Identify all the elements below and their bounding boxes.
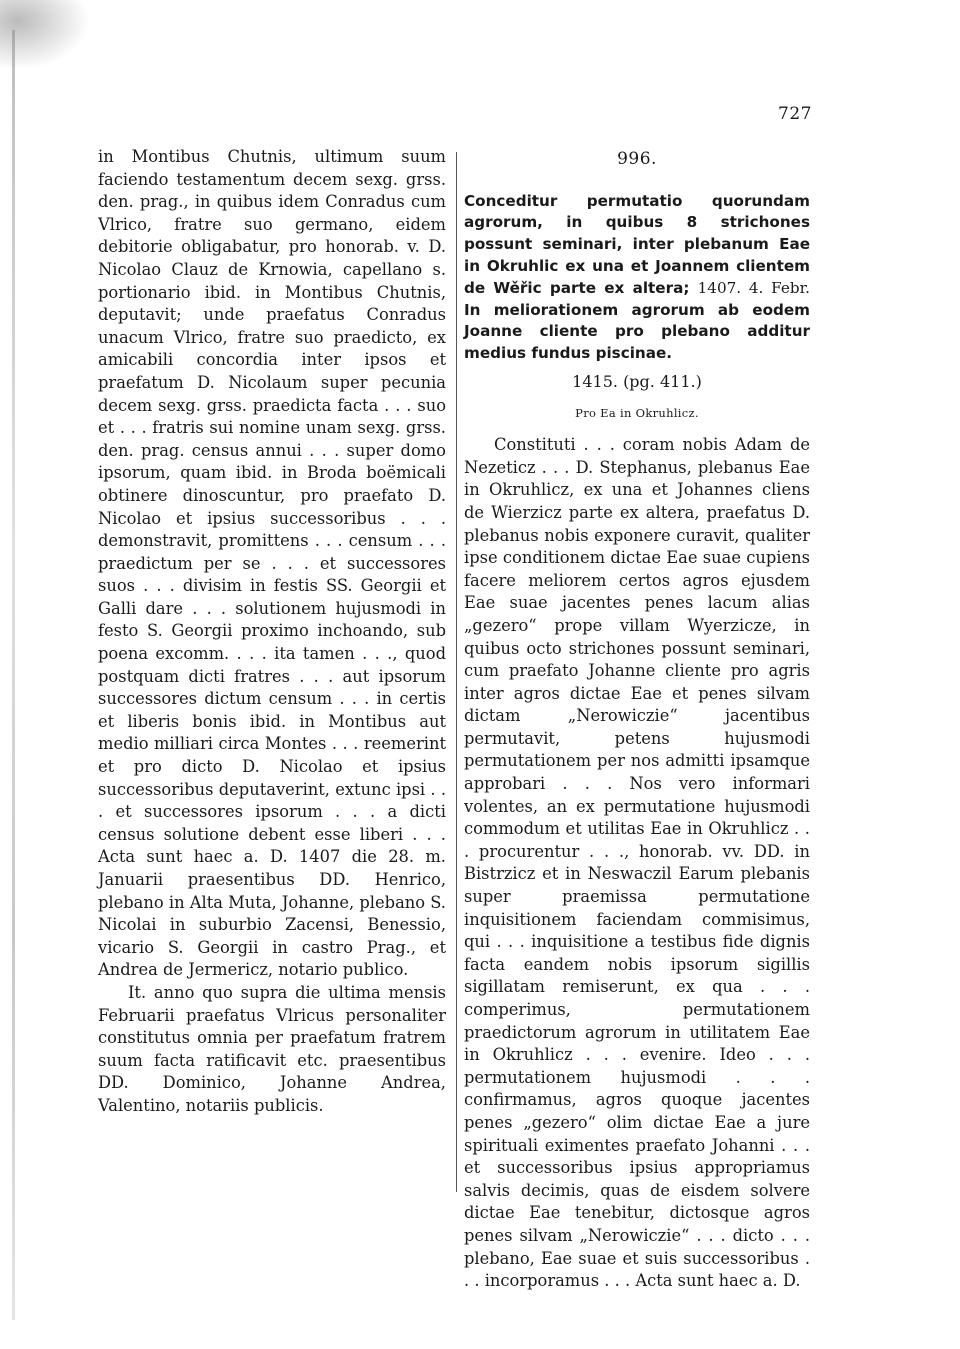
right-column — [464, 148, 810, 1293]
regest-summary — [464, 191, 810, 365]
regest-summary-text: Conceditur permutatio quorundam agrorum, in quibus 8 strichones possunt seminari, inter plebanum Eae in Okruhlic ex una et Joannem clientem de Wěřic parte ex altera; — [464, 191, 810, 297]
document-heading: Pro Ea in Okruhlicz. — [575, 405, 699, 420]
source-date-line: 1415. (pg. 411.) — [572, 371, 702, 391]
document-number: 996. — [617, 149, 657, 169]
left-paragraph-2: It. anno quo supra die ultima mensis Februarii praefatus Vlricus personaliter constitutus omnia per praefatum fratrem suum facta ratificavit etc. praesentibus DD. Dominico, Johanne Andrea, Valentino, notariis publicis. — [98, 982, 446, 1115]
scan-page-edge — [12, 30, 15, 1320]
page-number: 727 — [778, 104, 812, 124]
right-body-text: Constituti . . . coram nobis Adam de Nezeticz . . . D. Stephanus, plebanus Eae in Okruhlicz, ex una et Johannes cliens de Wierzicz parte ex altera, praefatus D. plebanus nobis exponere curavit, qualiter ipse conditionem dictae Eae suae cupiens facere meliorem certos agros ejusdem Eae suae jacentes penes lacum alias „gezero“ prope villam Wyerzicze, in quibus octo strichones possunt seminari, cum praefato Johanne cliente pro agris inter agros dictae Eae et penes silvam dictam „Nerowiczie“ jacentibus permutavit, petens hujusmodi permutationem per nos admitti ipsamque approbari . . . Nos vero informari volentes, an ex permutatione hujusmodi commodum et utilitas Eae in Okruhlicz . . . procurentur . . ., honorab. vv. DD. in Bistrzicz et in Neswaczil Earum plebanis super praemissa permutatione inquisitionem faciendam commisimus, qui . . . inquisitione a testibus fide dignis facta eandem nobis ipsorum sigillis sigillatam remiserunt, ex qua . . . comperimus, permutationem praedictorum agrorum in utilitatem Eae in Okruhlicz . . . evenire. Ideo . . . permutationem hujusmodi . . . confirmamus, agros quoque jacentes penes „gezero“ olim dictae Eae a jure spirituali eximentes praefato Johanni . . . et successoribus ipsius appropriamus salvis decimis, quas de eisdem solvere dictae Eae tenebitur, dictosque agros penes silvam „Nerowiczie“ . . . dicto . . . plebano, Eae suae et suis successoribus . . . incorporamus . . . Acta sunt haec a. D. — [464, 435, 810, 1291]
regest-date: 1407. 4. Febr. — [697, 278, 810, 297]
left-paragraph-1: in Montibus Chutnis, ultimum suum faciendo testamentum decem sexg. grss. den. prag., in quibus idem Conradus cum Vlrico, fratre suo germano, eidem debitorie obligabatur, pro honorab. v. D. Nicolao Clauz de Krnowia, capellano s. portionario ibid. in Montibus Chutnis, deputavit; unde praefatus Conradus unacum Vlrico, fratre suo praedicto, ex amicabili concordia inter ipsos et praefatum D. Nicolaum super pecunia decem sexg. grss. praedicta facta . . . suo et . . . fratris sui nomine unam sexg. grss. den. prag. census annui . . . super domo ipsorum, quam ibid. in Broda boëmicali obtinere dinoscuntur, pro praefato D. Nicolao et ipsius successoribus . . . demonstravit, promittens . . . censum . . . praedictum per se . . . et successores suos . . . divisim in festis SS. Georgii et Galli dare . . . solutionem hujusmodi in festo S. Georgii proximo inchoando, sub poena excomm. . . . ita tamen . . ., quod postquam dicti fratres . . . aut ipsorum successores dictum censum . . . in certis et liberis bonis ibid. in Montibus aut medio milliari circa Montes . . . reemerint et pro dicto D. Nicolao et ipsius successoribus deputaverint, extunc ipsi . . . et successores ipsorum . . . a dicti census solutione debent esse liberi . . . Acta sunt haec a. D. 1407 die 28. m. Januarii praesentibus DD. Henrico, plebano in Alta Muta, Johanne, plebano S. Nicolai in suburbio Zacensi, Benessio, vicario S. Georgii in castro Prag., et Andrea de Jermericz, notario publico. — [98, 147, 446, 980]
left-column — [98, 146, 446, 1118]
regest-summary-tail: In meliorationem agrorum ab eodem Joanne cliente pro plebano additur medius fundus piscinae. — [464, 300, 810, 363]
column-divider — [456, 152, 457, 1192]
